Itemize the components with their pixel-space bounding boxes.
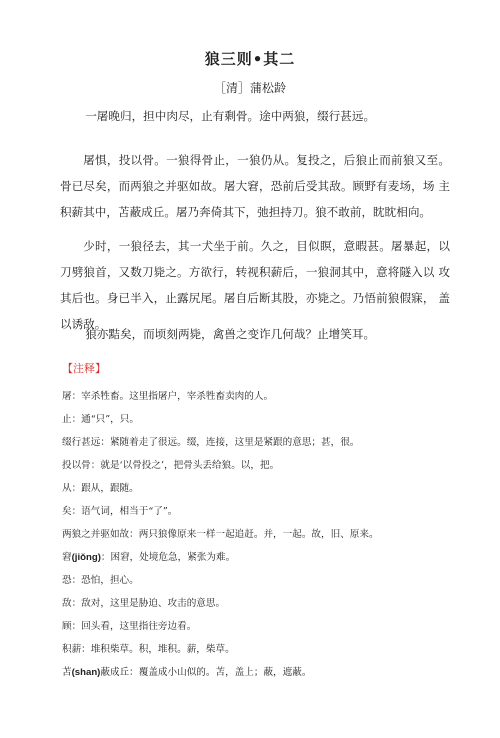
note-text: ：困窘，处境危急，紧张为难。 bbox=[100, 552, 236, 563]
note-item bbox=[62, 661, 462, 684]
note-item bbox=[62, 569, 462, 592]
notes-heading: 【注释】 bbox=[62, 362, 106, 375]
note-pinyin: (jiǒng) bbox=[71, 552, 101, 563]
paragraph-3: 少时，一狼径去，其一犬坐于前。久之，目似瞑，意暇甚。屠暴起，以 刀劈狼首，又数刀毙之。方欲行，转视积薪后，一狼洞其中，意将隧入以 攻其后也。身已半入，止露尻尾。屠自后断其股，亦毙之。乃悟前狼假寐， 盖以诱敌。 bbox=[60, 239, 450, 331]
note-text: 敌：敌对，这里是胁迫、攻击的意思。 bbox=[62, 598, 226, 609]
paragraph-4: 狼亦黠矣，而顷刻两毙，禽兽之变诈几何哉？止增笑耳。 bbox=[85, 327, 376, 341]
note-text: 矣：语气词，相当于“了”。 bbox=[62, 506, 178, 517]
page-title: 狼三则•其二 bbox=[204, 50, 296, 68]
paragraph-1: 一屠晚归，担中肉尽，止有剩骨。途中两狼，缀行甚远。 bbox=[85, 109, 376, 123]
note-term: 窘 bbox=[62, 552, 72, 563]
note-text: 积薪：堆积柴草。积，堆积。薪，柴草。 bbox=[62, 644, 235, 655]
note-item bbox=[62, 638, 462, 661]
note-text: 蔽成丘：覆盖成小山似的。苫，盖上；蔽，遮蔽。 bbox=[100, 667, 312, 678]
note-text: 投以骨：就是‘以骨投之’，把骨头丢给狼。以，把。 bbox=[62, 460, 280, 471]
note-text: 屠：宰杀牲畜。这里指屠户，宰杀牲畜卖肉的人。 bbox=[62, 391, 274, 402]
note-pinyin: (shan) bbox=[71, 667, 101, 678]
note-term: 苫 bbox=[62, 667, 72, 678]
note-item bbox=[62, 385, 462, 408]
author-line: ［清］蒲松龄 bbox=[213, 81, 286, 95]
note-item bbox=[62, 431, 462, 454]
note-item bbox=[62, 615, 462, 638]
note-item bbox=[62, 454, 462, 477]
note-item bbox=[62, 500, 462, 523]
note-text: 从：跟从，跟随。 bbox=[62, 483, 139, 494]
paragraph-2: 屠惧，投以骨。一狼得骨止，一狼仍从。复投之，后狼止而前狼又至。 骨已尽矣，而两狼之并驱如故。屠大窘，恐前后受其敌。顾野有麦场，场 主积薪其中，苫蔽成丘。屠乃奔倚其下，弛担持刀。狼不敢前，眈眈相向。 bbox=[60, 153, 450, 219]
notes-list bbox=[62, 385, 462, 684]
note-item bbox=[62, 546, 462, 569]
note-item bbox=[62, 477, 462, 500]
note-item bbox=[62, 408, 462, 431]
note-text: 止：通“只”，只。 bbox=[62, 414, 139, 425]
note-text: 缀行甚远：紧随着走了很远。缀，连接，这里是紧跟的意思；甚，很。 bbox=[62, 437, 360, 448]
note-text: 顾：回头看，这里指往旁边看。 bbox=[62, 621, 197, 632]
note-item bbox=[62, 592, 462, 615]
note-text: 恐：恐怕，担心。 bbox=[62, 575, 139, 586]
note-item bbox=[62, 523, 462, 546]
note-text: 两狼之并驱如故：两只狼像原来一样一起追赶。并，一起。故，旧、原来。 bbox=[62, 529, 379, 540]
